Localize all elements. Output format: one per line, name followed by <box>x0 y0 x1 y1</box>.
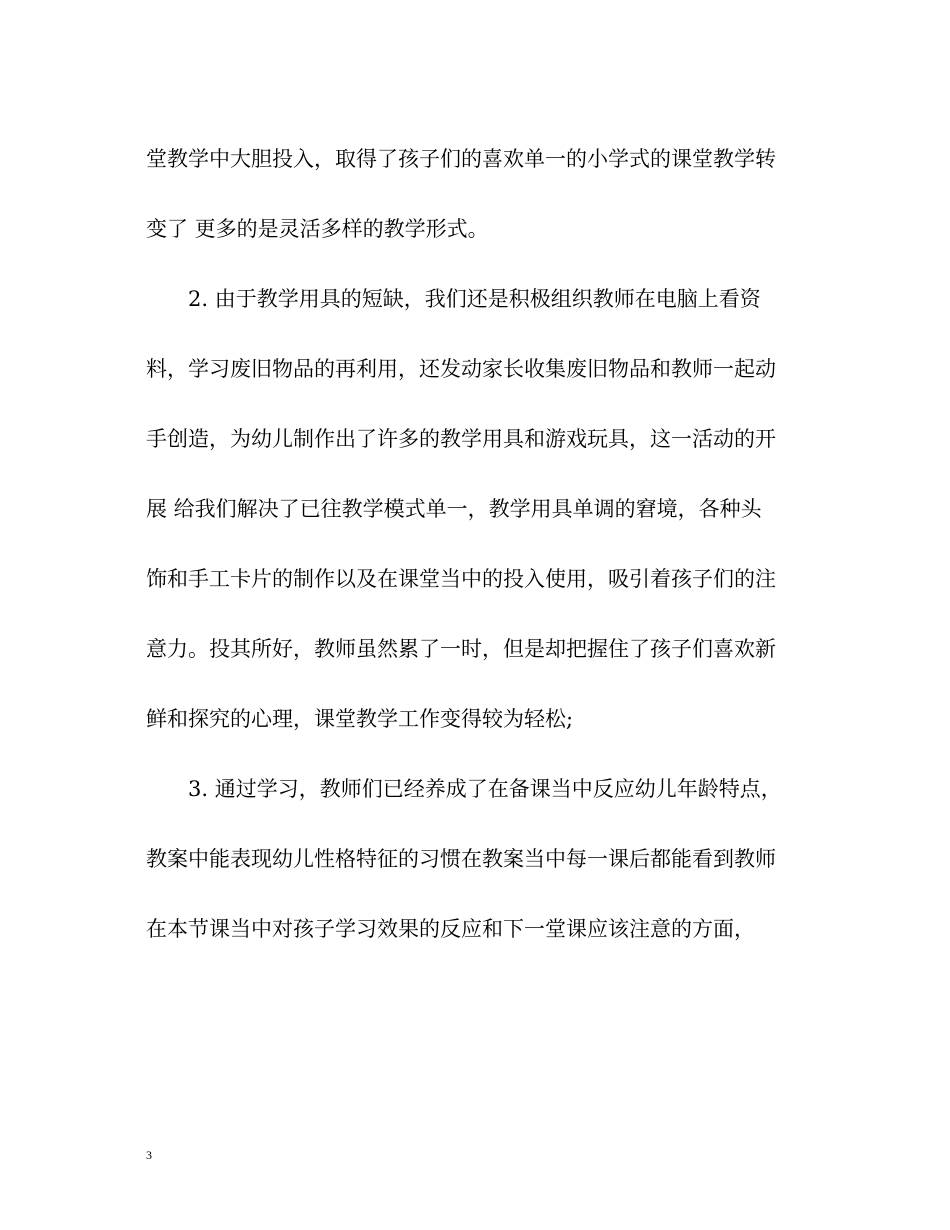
paragraph-start-line: 3. 通过学习，教师们已经养成了在备课当中反应幼儿年龄特点， <box>188 777 782 801</box>
text-line: 堂教学中大胆投入，取得了孩子们的喜欢单一的小学式的课堂教学转 <box>146 147 776 171</box>
page-number: 3 <box>146 1148 152 1162</box>
text-line: 料，学习废旧物品的再利用，还发动家长收集废旧物品和教师一起动 <box>146 357 776 381</box>
text-line: 意力。投其所好，教师虽然累了一时，但是却把握住了孩子们喜欢新 <box>146 637 776 661</box>
text-line: 鲜和探究的心理，课堂教学工作变得较为轻松; <box>146 707 574 731</box>
text-line: 变了 更多的是灵活多样的教学形式。 <box>146 217 489 241</box>
text-line: 手创造，为幼儿制作出了许多的教学用具和游戏玩具，这一活动的开 <box>146 427 776 451</box>
text-line: 教案中能表现幼儿性格特征的习惯在教案当中每一课后都能看到教师 <box>146 847 776 871</box>
text-line: 展 给我们解决了已往教学模式单一，教学用具单调的窘境，各种头 <box>146 497 762 521</box>
paragraph-start-line: 2. 由于教学用具的短缺，我们还是积极组织教师在电脑上看资 <box>188 287 761 311</box>
text-line: 在本节课当中对孩子学习效果的反应和下一堂课应该注意的方面， <box>146 917 755 941</box>
text-line: 饰和手工卡片的制作以及在课堂当中的投入使用，吸引着孩子们的注 <box>146 567 776 591</box>
